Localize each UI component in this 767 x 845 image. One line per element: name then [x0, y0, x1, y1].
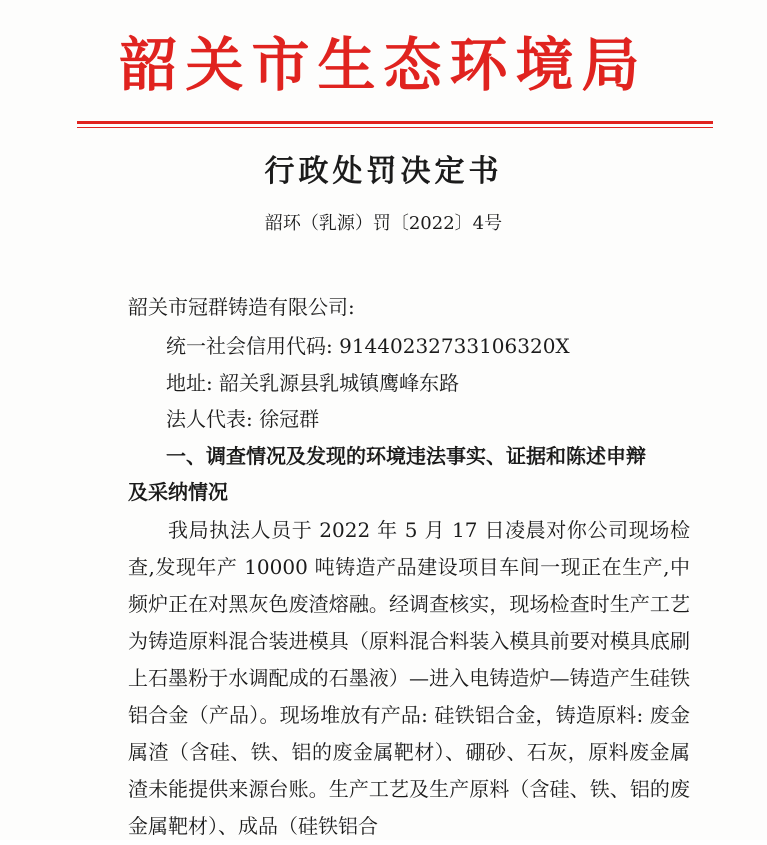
credit-code: 统一社会信用代码: 91440232733106320X	[166, 334, 570, 358]
document-number: 韶环（乳源）罚〔2022〕4号	[264, 213, 503, 234]
recipient-name: 韶关市冠群铸造有限公司:	[128, 295, 355, 319]
section-heading-line1: 一、调查情况及发现的环境违法事实、证据和陈述申辩	[166, 444, 646, 468]
header-rule-thin	[77, 127, 713, 128]
legal-representative: 法人代表: 徐冠群	[166, 407, 320, 431]
section-heading-line2: 及采纳情况	[128, 480, 228, 504]
document-title: 行政处罚决定书	[264, 154, 503, 189]
investigation-paragraph: 我局执法人员于 2022 年 5 月 17 日凌晨对你公司现场检查,发现年产 10000 吨铸造产品建设项目车间一现正在生产,中频炉正在对黑灰色废渣熔融。经调查核实，现场检查时生产工艺为铸造原料混合装进模具（原料混合料装入模具前要对模具底刷上石墨粉于水调配成的石墨液）—进入电铸造炉—铸造产生硅铁铝合金（产品）。现场堆放有产品: 硅铁铝合金，铸造原料: 废金属渣（含硅、铁、铝的废金属靶材）、硼砂、石灰，原料废金属渣未能提供来源台账。生产工艺及生产原料（含硅、铁、铝的废金属靶材）、成品（硅铁铝合	[128, 518, 690, 838]
header-rule-thick	[77, 121, 713, 124]
organization-header: 韶关市生态环境局	[119, 31, 648, 99]
address: 地址: 韶关乳源县乳城镇鹰峰东路	[166, 371, 460, 395]
